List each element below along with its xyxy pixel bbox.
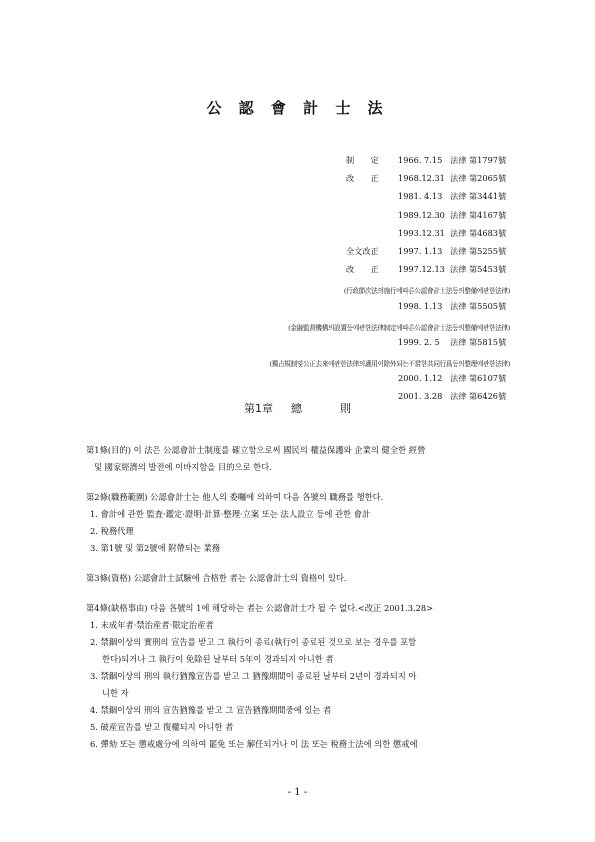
article-text: 第1條(目的) 이 法은 公認會計士制度를 確立함으로써 國民의 權益保護와 企業의 健全한 經營 xyxy=(86,445,426,455)
article xyxy=(86,600,514,753)
history-note: (獨占規制및公正去來에관한法律의適用이除外되는不當한共同行爲등의整理에관한法律) xyxy=(269,360,510,369)
history-date: 1968.12.31 xyxy=(398,173,445,184)
history-label: 改 正 xyxy=(346,173,379,184)
chapter-heading xyxy=(0,400,595,416)
history-note: (金融監督機構의設置등에관한法律制定에따른公認會計士法등의整備에관한法律) xyxy=(288,323,510,332)
history-note: (行政節次法의施行에따른公認會計士法등의整備에관한法律) xyxy=(343,287,510,296)
article-text: 第3條(資格) 公認會計士試驗에 合格한 者는 公認會計士의 資格이 있다. xyxy=(86,573,347,583)
history-law: 法律 第2065號 xyxy=(450,173,507,184)
history-law: 法律 第5255號 xyxy=(450,245,507,256)
article-item: 6. 彈劾 또는 懲戒處分에 의하여 罷免 또는 解任되거나 이 法 또는 稅務士法에 의한 懲戒에 xyxy=(90,739,418,749)
history-row xyxy=(250,228,510,246)
history-row xyxy=(250,173,510,191)
article-gap xyxy=(86,587,514,600)
law-title: 公 認 會 計 士 法 xyxy=(206,99,389,117)
amendment-history xyxy=(250,155,510,410)
history-law: 法律 第5815號 xyxy=(450,336,507,347)
history-row xyxy=(250,337,510,355)
chapter-title-part-a: 總 xyxy=(291,402,302,415)
history-date: 2001. 3.28 xyxy=(398,391,443,402)
article-item: 3. 禁錮이상의 刑의 執行猶豫宣告를 받고 그 猶豫期間이 종료된 날부터 2년이 경과되지 아 xyxy=(90,671,417,681)
history-law: 法律 第5453號 xyxy=(450,264,507,275)
article-item: 3. 第1號 및 第2號에 附帶되는 業務 xyxy=(90,543,221,553)
history-label: 制 定 xyxy=(346,155,379,165)
article-item: 4. 禁錮이상의 刑의 宣告猶豫를 받고 그 宣告猶豫期間중에 있는 者 xyxy=(90,705,332,715)
history-date: 1993.12.31 xyxy=(398,227,445,238)
history-row xyxy=(250,373,510,391)
history-law: 法律 第1797號 xyxy=(450,155,507,165)
history-row xyxy=(250,155,510,173)
page-number: - 1 - xyxy=(287,787,308,798)
article-item: 5. 破産宣告를 받고 復權되지 아니한 者 xyxy=(90,722,234,732)
article xyxy=(86,489,514,557)
chapter-title-part-b: 則 xyxy=(340,402,351,415)
article-item: 2. 禁錮이상의 實刑의 宣告를 받고 그 執行이 종료(執行이 종료된 것으로 보는 경우를 포함 xyxy=(90,637,417,647)
article-item-continued: 한다)되거나 그 執行이 免除된 날부터 5年이 경과되지 아니한 者 xyxy=(102,654,334,664)
article xyxy=(86,570,514,587)
history-law: 法律 第5505號 xyxy=(450,300,507,311)
history-law: 法律 第6426號 xyxy=(450,391,507,402)
history-date: 1966. 7.15 xyxy=(398,155,443,165)
article-item: 1. 未成年者·禁治産者·限定治産者 xyxy=(90,620,214,630)
history-label: 改 正 xyxy=(346,264,379,275)
history-row xyxy=(250,246,510,264)
history-law: 法律 第3441號 xyxy=(450,191,507,202)
article-gap xyxy=(86,557,514,570)
article-item: 1. 會計에 관한 監査·鑑定·證明·計算·整理·立案 또는 法人設立 등에 관한 會計 xyxy=(90,509,371,519)
history-date: 1999. 2. 5 xyxy=(398,336,440,347)
history-row xyxy=(250,210,510,228)
article-gap xyxy=(86,476,514,489)
article-text: 第2條(職務範圍) 公認會計士는 他人의 委囑에 의하여 다음 各號의 職務를 행한다. xyxy=(86,492,384,502)
history-law: 法律 第4683號 xyxy=(450,227,507,238)
articles-body xyxy=(86,442,514,753)
history-date: 1997. 1.13 xyxy=(398,245,443,256)
article-item: 2. 稅務代理 xyxy=(90,526,134,536)
history-date: 1989.12.30 xyxy=(398,209,445,220)
history-date: 2000. 1.12 xyxy=(398,373,443,384)
history-law: 法律 第4167號 xyxy=(450,209,507,220)
history-row xyxy=(250,264,510,282)
article xyxy=(86,442,514,476)
history-date: 1981. 4.13 xyxy=(398,191,443,202)
history-date: 1998. 1.13 xyxy=(398,300,443,311)
chapter-number: 第1章 xyxy=(244,402,273,415)
article-text-continued: 및 國家經濟의 발전에 이바지함을 目的으로 한다. xyxy=(94,462,272,472)
article-text: 第4條(缺格事由) 다음 各號의 1에 해당하는 者는 公認會計士가 될 수 없다.<改正 2001.3.28> xyxy=(86,603,434,613)
history-label: 全文改正 xyxy=(346,245,379,256)
article-item-continued: 니한 자 xyxy=(102,688,129,698)
history-row xyxy=(250,191,510,209)
history-row xyxy=(250,301,510,319)
history-date: 1997.12.13 xyxy=(398,264,445,275)
history-law: 法律 第6107號 xyxy=(450,373,507,384)
